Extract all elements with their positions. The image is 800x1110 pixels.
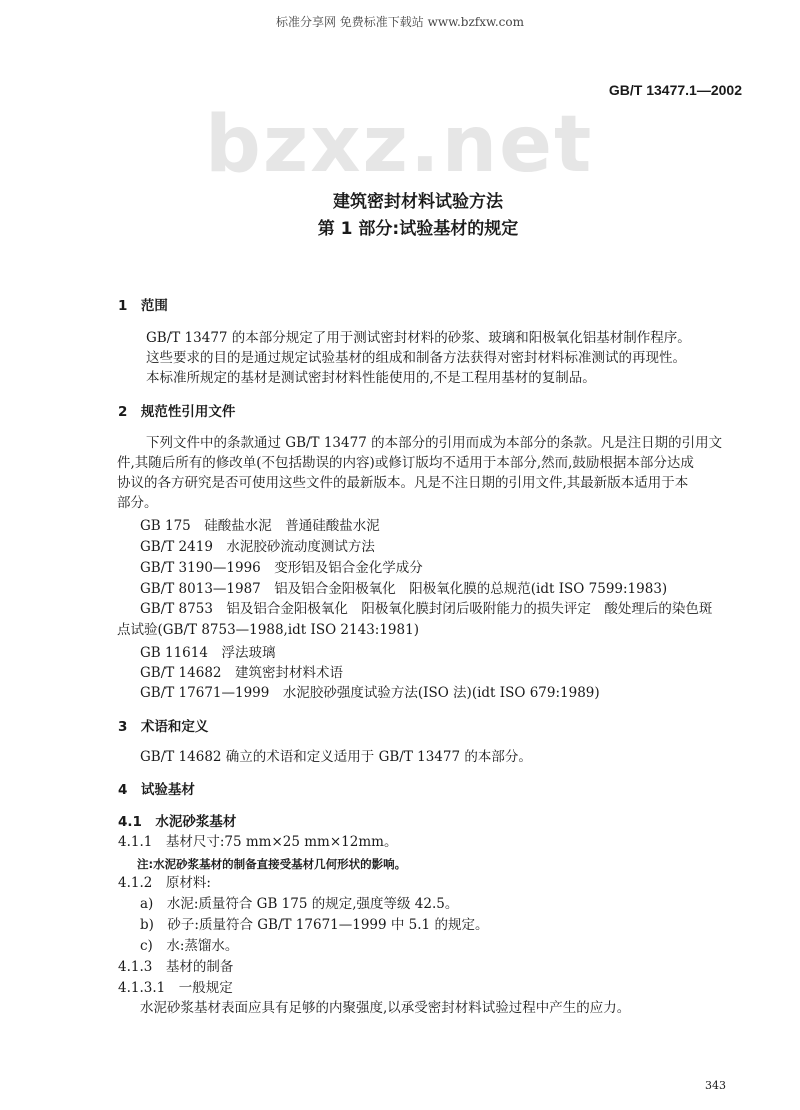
paragraph-line: 协议的各方研究是否可使用这些文件的最新版本。凡是不注日期的引用文件,其最新版本适用于本 [117,475,689,491]
paragraph-line: GB/T 14682 确立的术语和定义适用于 GB/T 13477 的本部分。 [140,749,532,765]
note: 注:水泥砂浆基材的制备直接受基材几何形状的影响。 [137,857,407,871]
list-item-b: b) 砂子:质量符合 GB/T 17671—1999 中 5.1 的规定。 [140,917,489,933]
paragraph-line: 本标准所规定的基材是测试密封材料性能使用的,不是工程用基材的复制品。 [146,370,596,386]
reference-item-continued: 点试验(GB/T 8753—1988,idt ISO 2143:1981) [117,622,419,638]
title-line-1: 建筑密封材料试验方法 [333,192,503,212]
reference-item: GB/T 17671—1999 水泥胶砂强度试验方法(ISO 法)(idt ISO 679:1989) [140,685,600,701]
paragraph-line: 下列文件中的条款通过 GB/T 13477 的本部分的引用而成为本部分的条款。凡是注日期的引用文 [146,435,723,451]
standard-number: GB/T 13477.1—2002 [608,82,742,98]
paragraph-line: 这些要求的目的是通过规定试验基材的组成和制备方法获得对密封材料标准测试的再现性。 [146,350,686,366]
paragraph-line: GB/T 13477 的本部分规定了用于测试密封材料的砂浆、玻璃和阳极氧化铝基材制作程序。 [146,330,691,346]
section-3-heading: 3 术语和定义 [118,719,209,735]
reference-item: GB/T 2419 水泥胶砂流动度测试方法 [140,539,375,555]
paragraph-line: 水泥砂浆基材表面应具有足够的内聚强度,以承受密封材料试验过程中产生的应力。 [140,1000,631,1016]
reference-item: GB/T 8013—1987 铝及铝合金阳极氧化 阳极氧化膜的总规范(idt ISO 7599:1983) [140,581,668,597]
reference-item: GB 11614 浮法玻璃 [140,645,276,661]
reference-item: GB/T 14682 建筑密封材料术语 [140,665,343,681]
title-line-2: 第 1 部分:试验基材的规定 [317,219,519,239]
list-item-a: a) 水泥:质量符合 GB 175 的规定,强度等级 42.5。 [140,896,459,912]
list-item-c: c) 水:蒸馏水。 [140,938,239,954]
clause-4-1-1: 4.1.1 基材尺寸:75 mm×25 mm×12mm。 [118,834,398,850]
section-4-heading: 4 试验基材 [118,782,195,798]
paragraph-line: 部分。 [117,495,158,511]
paragraph-line: 件,其随后所有的修改单(不包括勘误的内容)或修订版均不适用于本部分,然而,鼓励根据本部分达成 [117,455,694,471]
section-4-1-heading: 4.1 水泥砂浆基材 [118,814,237,830]
section-2-heading: 2 规范性引用文件 [118,404,236,420]
clause-4-1-3: 4.1.3 基材的制备 [118,959,234,975]
clause-4-1-3-1: 4.1.3.1 一般规定 [118,980,233,996]
reference-item: GB 175 硅酸盐水泥 普通硅酸盐水泥 [140,518,380,534]
section-1-heading: 1 范围 [118,298,168,314]
site-header: 标准分享网 免费标准下载站 www.bzfxw.com [275,15,525,29]
reference-item: GB/T 8753 铝及铝合金阳极氧化 阳极氧化膜封闭后吸附能力的损失评定 酸处理后的染色斑 [140,601,713,617]
clause-4-1-2: 4.1.2 原材料: [118,875,211,891]
reference-item: GB/T 3190—1996 变形铝及铝合金化学成分 [140,560,423,576]
page-number: 343 [705,1079,726,1092]
watermark: bzxz.net [205,100,594,190]
